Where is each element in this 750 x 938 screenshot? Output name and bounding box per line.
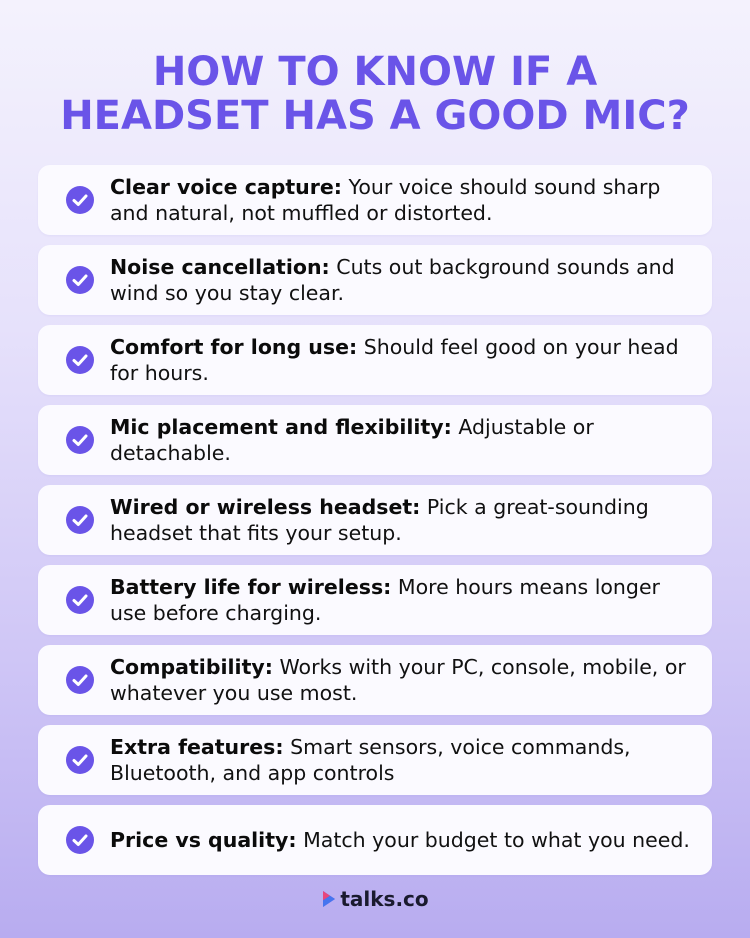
checklist-item	[38, 485, 712, 555]
brand-footer	[0, 887, 750, 911]
talks-logo-icon	[321, 890, 337, 908]
checklist-item	[38, 165, 712, 235]
brand-name: talks.co	[340, 887, 429, 911]
item-text	[110, 494, 702, 546]
item-heading: Comfort for long use:	[110, 335, 358, 359]
item-text	[110, 414, 702, 466]
checklist-item	[38, 725, 712, 795]
item-body: Should feel good on your head for hours.	[110, 335, 679, 385]
item-body: Match your budget to what you need.	[296, 828, 690, 852]
check-circle-icon	[66, 506, 94, 534]
check-circle-icon	[66, 186, 94, 214]
item-text	[110, 574, 702, 626]
item-heading: Compatibility:	[110, 655, 273, 679]
check-circle-icon	[66, 826, 94, 854]
item-heading: Noise cancellation:	[110, 255, 330, 279]
checklist-item	[38, 565, 712, 635]
item-text	[110, 827, 690, 853]
item-body: More hours means longer use before charging.	[110, 575, 660, 625]
title-line-1: HOW TO KNOW IF A	[152, 49, 598, 95]
item-text	[110, 654, 702, 706]
item-heading: Wired or wireless headset:	[110, 495, 421, 519]
check-circle-icon	[66, 426, 94, 454]
item-body: Adjustable or detachable.	[110, 415, 594, 465]
item-body: Smart sensors, voice commands, Bluetooth, and app controls	[110, 735, 631, 785]
checklist-item	[38, 405, 712, 475]
item-heading: Clear voice capture:	[110, 175, 342, 199]
item-text	[110, 254, 702, 306]
checklist-item	[38, 245, 712, 315]
checklist-item	[38, 645, 712, 715]
item-body: Your voice should sound sharp and natural, not muffled or distorted.	[110, 175, 661, 225]
check-circle-icon	[66, 266, 94, 294]
check-circle-icon	[66, 666, 94, 694]
item-body: Pick a great-sounding headset that fits your setup.	[110, 495, 649, 545]
check-circle-icon	[66, 746, 94, 774]
item-body: Works with your PC, console, mobile, or whatever you use most.	[110, 655, 686, 705]
check-circle-icon	[66, 346, 94, 374]
item-heading: Mic placement and flexibility:	[110, 415, 452, 439]
page-title	[0, 50, 750, 138]
item-heading: Extra features:	[110, 735, 284, 759]
item-text	[110, 334, 702, 386]
checklist	[38, 165, 712, 885]
item-heading: Battery life for wireless:	[110, 575, 392, 599]
item-text	[110, 174, 702, 226]
item-body: Cuts out background sounds and wind so you stay clear.	[110, 255, 675, 305]
checklist-item	[38, 805, 712, 875]
item-heading: Price vs quality:	[110, 828, 297, 852]
check-circle-icon	[66, 586, 94, 614]
checklist-item	[38, 325, 712, 395]
item-text	[110, 734, 702, 786]
title-line-2: HEADSET HAS A GOOD MIC?	[60, 93, 690, 139]
